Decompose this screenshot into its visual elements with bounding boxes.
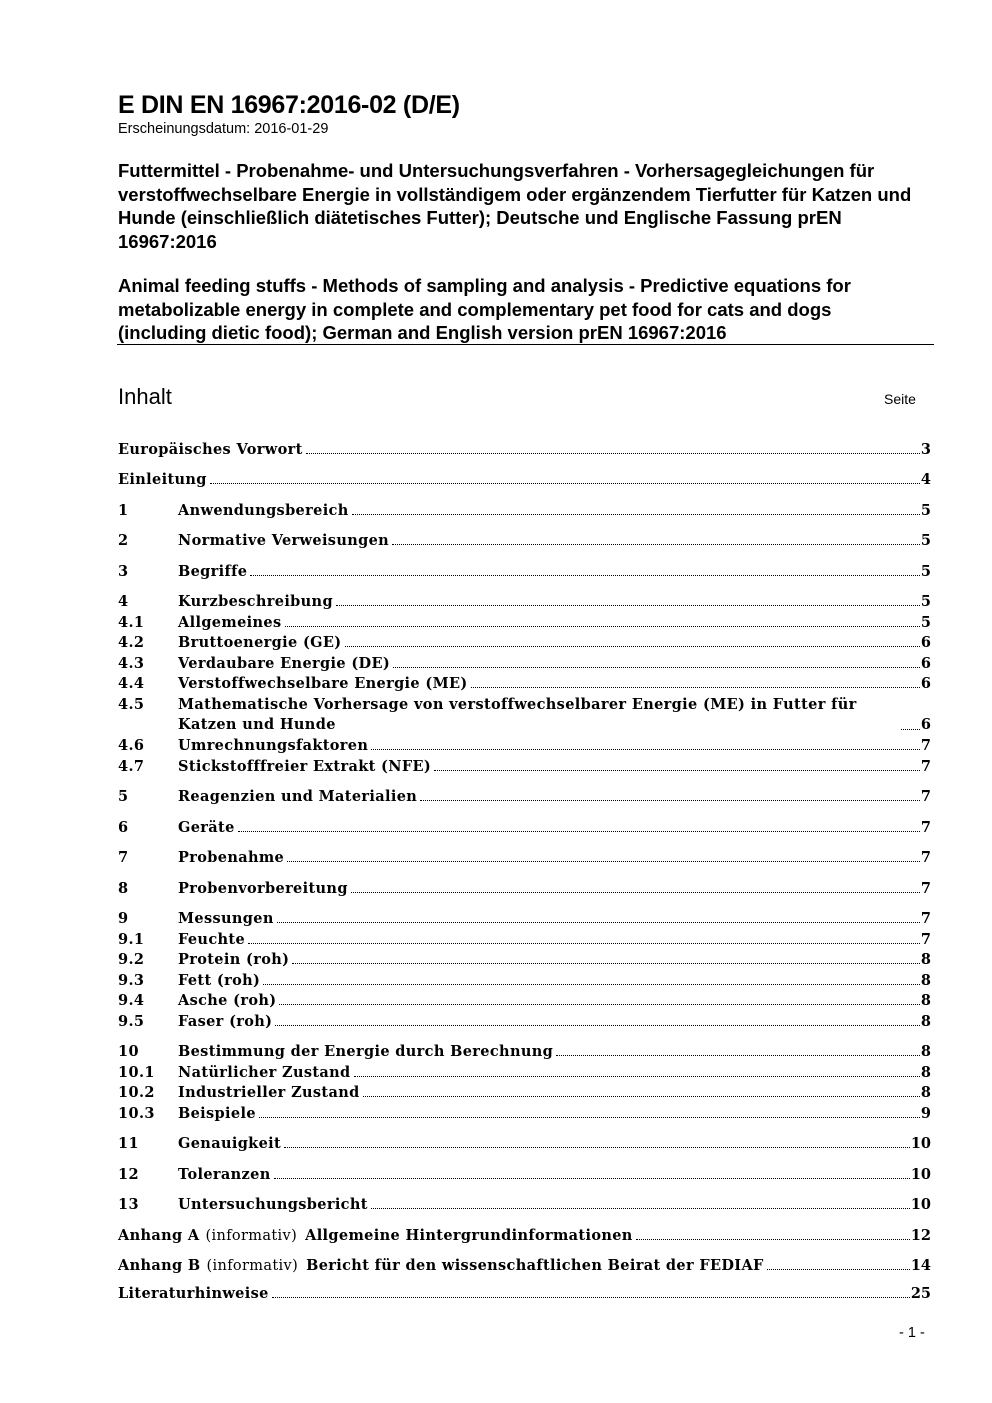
toc-entry-title: Kurzbeschreibung bbox=[178, 593, 333, 610]
toc-entry-title: Umrechnungsfaktoren bbox=[178, 737, 369, 754]
toc-annex-type: (informativ) bbox=[206, 1258, 299, 1274]
toc-entry[interactable] bbox=[118, 674, 931, 694]
toc-entry[interactable] bbox=[118, 1195, 931, 1215]
toc-page-column-label: Seite bbox=[884, 391, 916, 407]
toc-leader bbox=[345, 646, 920, 647]
toc-entry-title: Fett (roh) bbox=[178, 972, 261, 989]
toc-entry-page: 7 bbox=[920, 880, 931, 897]
toc-leader bbox=[556, 1055, 920, 1056]
toc-entry-title: Toleranzen bbox=[178, 1166, 271, 1183]
toc-leader bbox=[263, 984, 920, 985]
toc-entry[interactable] bbox=[118, 950, 931, 970]
toc-entry[interactable] bbox=[118, 879, 931, 899]
toc-entry-title: Reagenzien und Materialien bbox=[178, 788, 418, 805]
toc-entry-title: Industrieller Zustand bbox=[178, 1084, 360, 1101]
toc-entry[interactable] bbox=[118, 1134, 931, 1154]
toc-entry[interactable] bbox=[118, 592, 931, 612]
toc-leader bbox=[284, 1147, 910, 1148]
toc-entry-title: Literaturhinweise bbox=[118, 1285, 269, 1302]
toc-entry[interactable] bbox=[118, 562, 931, 582]
toc-entry[interactable] bbox=[118, 1012, 931, 1032]
toc-leader bbox=[420, 800, 920, 801]
toc-entry-number: 13 bbox=[118, 1196, 139, 1213]
toc-entry-page: 6 bbox=[920, 675, 931, 692]
toc-entry-foreword[interactable] bbox=[118, 440, 931, 460]
toc-entry[interactable] bbox=[118, 633, 931, 653]
toc-entry-title: Untersuchungsbericht bbox=[178, 1196, 368, 1213]
toc-entry-title: Anwendungsbereich bbox=[178, 502, 349, 519]
toc-entry-page: 8 bbox=[920, 1043, 931, 1060]
toc-entry-page: 5 bbox=[920, 614, 931, 631]
toc-leader bbox=[277, 922, 920, 923]
toc-entry-title: Allgemeines bbox=[178, 614, 282, 631]
toc-entry-title: Bestimmung der Energie durch Berechnung bbox=[178, 1043, 554, 1060]
toc-entry[interactable] bbox=[118, 1042, 931, 1062]
toc-entry-title: Beispiele bbox=[178, 1105, 256, 1122]
toc-entry-number: 9.2 bbox=[118, 951, 145, 968]
toc-entry-number: 4.4 bbox=[118, 675, 145, 692]
toc-entry-title: Bericht für den wissenschaftlichen Beirat der FEDIAF bbox=[306, 1257, 764, 1274]
toc-entry-page: 7 bbox=[920, 931, 931, 948]
toc-entry[interactable] bbox=[118, 1063, 931, 1083]
toc-entry-number: 4.2 bbox=[118, 634, 145, 651]
toc-entry-page: 8 bbox=[920, 1013, 931, 1030]
toc-entry-number: 4 bbox=[118, 593, 129, 610]
toc-leader bbox=[279, 1004, 919, 1005]
toc-entry-number: 10.1 bbox=[118, 1064, 155, 1081]
header-divider bbox=[117, 344, 934, 345]
toc-entry-number: 2 bbox=[118, 532, 129, 549]
toc-entry-page: 8 bbox=[920, 992, 931, 1009]
toc-entry-title: Begriffe bbox=[178, 563, 248, 580]
toc-entry-number: 4.5 bbox=[118, 696, 145, 713]
toc-entry-page: 10 bbox=[910, 1196, 931, 1213]
toc-entry[interactable] bbox=[118, 1104, 931, 1124]
toc-leader bbox=[471, 687, 920, 688]
toc-entry-title: Bruttoenergie (GE) bbox=[178, 634, 342, 651]
toc-entry-number: 4.1 bbox=[118, 614, 145, 631]
toc-leader bbox=[352, 514, 920, 515]
title-german: Futtermittel - Probenahme- und Untersuchungsverfahren - Vorhersagegleichungen für verstoffwechselbare Energie in vollständigem oder ergänzendem Tierfutter für Katzen und Hunde (einschließlich diätetisches Futter); Deutsche und Englische Fassung prEN 16967:2016 bbox=[118, 160, 912, 252]
toc-leader bbox=[351, 892, 920, 893]
toc-leader bbox=[371, 749, 920, 750]
toc-leader bbox=[306, 453, 920, 454]
toc-entry-number: 9 bbox=[118, 910, 129, 927]
toc-leader bbox=[238, 831, 920, 832]
toc-entry-number: 4.7 bbox=[118, 758, 145, 775]
toc-entry-page: 14 bbox=[910, 1257, 931, 1274]
toc-entry[interactable] bbox=[118, 971, 931, 991]
toc-entry-title: Einleitung bbox=[118, 471, 207, 488]
toc-entry-page: 8 bbox=[920, 1084, 931, 1101]
toc-entry-number: 9.4 bbox=[118, 992, 145, 1009]
toc-entry-title: Natürlicher Zustand bbox=[178, 1064, 351, 1081]
toc-leader bbox=[393, 667, 920, 668]
toc-entry[interactable] bbox=[118, 613, 931, 633]
toc-entry-number: 5 bbox=[118, 788, 129, 805]
page-number: - 1 - bbox=[899, 1325, 925, 1341]
toc-entry-page: 8 bbox=[920, 951, 931, 968]
toc-entry[interactable] bbox=[118, 736, 931, 756]
toc-entry-page: 7 bbox=[920, 819, 931, 836]
toc-entry-page: 5 bbox=[920, 593, 931, 610]
toc-leader bbox=[285, 626, 920, 627]
toc-entry-number: 12 bbox=[118, 1166, 139, 1183]
toc-entry-number: 11 bbox=[118, 1135, 139, 1152]
document-id: E DIN EN 16967:2016-02 (D/E) bbox=[118, 91, 460, 119]
toc-leader bbox=[248, 943, 920, 944]
toc-annex-label: Anhang B bbox=[118, 1257, 201, 1274]
toc-entry-annex-b[interactable] bbox=[118, 1256, 931, 1276]
toc-entry-number: 1 bbox=[118, 502, 129, 519]
toc-leader bbox=[274, 1178, 910, 1179]
toc-leader bbox=[259, 1117, 920, 1118]
toc-entry-page: 6 bbox=[920, 634, 931, 651]
toc-entry-annex-a[interactable] bbox=[118, 1226, 931, 1246]
toc-entry[interactable] bbox=[118, 930, 931, 950]
toc-entry-number: 4.6 bbox=[118, 737, 145, 754]
toc-entry-number: 8 bbox=[118, 880, 129, 897]
toc-entry-number: 7 bbox=[118, 849, 129, 866]
toc-entry-page: 5 bbox=[920, 563, 931, 580]
toc-entry-number: 10 bbox=[118, 1043, 139, 1060]
toc-entry-title: Protein (roh) bbox=[178, 951, 290, 968]
toc-leader bbox=[250, 575, 920, 576]
toc-leader bbox=[210, 483, 920, 484]
toc-entry-title: Genauigkeit bbox=[178, 1135, 282, 1152]
toc-entry-page: 6 bbox=[920, 716, 931, 733]
toc-entry-page: 7 bbox=[920, 849, 931, 866]
toc-entry-title: Probenvorbereitung bbox=[178, 880, 348, 897]
toc-entry-number: 10.3 bbox=[118, 1105, 155, 1122]
toc-entry-number: 6 bbox=[118, 819, 129, 836]
toc-leader bbox=[354, 1076, 920, 1077]
toc-entry-title: Allgemeine Hintergrundinformationen bbox=[305, 1227, 633, 1244]
toc-entry-number: 4.3 bbox=[118, 655, 145, 672]
toc-entry-page: 25 bbox=[910, 1285, 931, 1302]
toc-entry-number: 3 bbox=[118, 563, 129, 580]
toc-entry-page: 4 bbox=[920, 471, 931, 488]
toc-leader bbox=[901, 729, 920, 730]
toc-entry-title: Verdaubare Energie (DE) bbox=[178, 655, 391, 672]
toc-entry[interactable] bbox=[118, 654, 931, 674]
toc-entry[interactable] bbox=[118, 531, 931, 551]
toc-entry-page: 7 bbox=[920, 788, 931, 805]
toc-entry[interactable] bbox=[118, 1083, 931, 1103]
toc-entry-number: 9.5 bbox=[118, 1013, 145, 1030]
toc-leader bbox=[636, 1239, 910, 1240]
toc-entry[interactable] bbox=[118, 1165, 931, 1185]
toc-entry-page: 7 bbox=[920, 758, 931, 775]
toc-leader bbox=[292, 963, 920, 964]
toc-annex-label: Anhang A bbox=[118, 1227, 200, 1244]
toc-entry-title: Mathematische Vorhersage von verstoffwechselbarer Energie (ME) in Futter für Katzen und Hunde bbox=[178, 696, 857, 733]
toc-entry-page: 7 bbox=[920, 910, 931, 927]
toc-entry-page: 9 bbox=[920, 1105, 931, 1122]
toc-entry-number: 10.2 bbox=[118, 1084, 155, 1101]
toc-leader bbox=[363, 1096, 920, 1097]
toc-entry-page: 10 bbox=[910, 1166, 931, 1183]
toc-entry-page: 10 bbox=[910, 1135, 931, 1152]
toc-entry[interactable] bbox=[118, 787, 931, 807]
toc-entry-title: Asche (roh) bbox=[178, 992, 277, 1009]
toc-entry-title: Normative Verweisungen bbox=[178, 532, 390, 549]
toc-entry-page: 3 bbox=[920, 441, 931, 458]
toc-entry-page: 8 bbox=[920, 972, 931, 989]
toc-entry[interactable] bbox=[118, 695, 931, 735]
toc-leader bbox=[272, 1297, 910, 1298]
toc-heading: Inhalt bbox=[118, 384, 172, 409]
toc-entry[interactable] bbox=[118, 991, 931, 1011]
toc-entry-introduction[interactable] bbox=[118, 470, 931, 490]
toc-entry[interactable] bbox=[118, 501, 931, 521]
toc-entry-title: Verstoffwechselbare Energie (ME) bbox=[178, 675, 468, 692]
toc-leader bbox=[434, 770, 920, 771]
toc-entry-page: 7 bbox=[920, 737, 931, 754]
toc-entry-page: 5 bbox=[920, 532, 931, 549]
toc-leader bbox=[287, 861, 920, 862]
toc-entry-title: Stickstofffreier Extrakt (NFE) bbox=[178, 758, 432, 775]
toc-entry-page: 12 bbox=[910, 1227, 931, 1244]
toc-leader bbox=[767, 1269, 910, 1270]
toc-entry-title: Probenahme bbox=[178, 849, 285, 866]
toc-leader bbox=[371, 1208, 910, 1209]
toc-leader bbox=[336, 605, 920, 606]
toc-entry-title: Messungen bbox=[178, 910, 274, 927]
toc-entry[interactable] bbox=[118, 757, 931, 777]
toc-entry-page: 8 bbox=[920, 1064, 931, 1081]
title-english: Animal feeding stuffs - Methods of sampling and analysis - Predictive equations for metabolizable energy in complete and complementary pet food for cats and dogs (including dietic food); German and English version prEN 16967:2016 bbox=[118, 275, 851, 343]
toc-entry-page: 5 bbox=[920, 502, 931, 519]
toc-entry-title: Geräte bbox=[178, 819, 235, 836]
toc-entry-bibliography[interactable] bbox=[118, 1284, 931, 1304]
toc-leader bbox=[275, 1025, 920, 1026]
toc-entry[interactable] bbox=[118, 818, 931, 838]
toc-entry-number: 9.3 bbox=[118, 972, 145, 989]
toc-leader bbox=[392, 544, 920, 545]
toc-entry-title: Faser (roh) bbox=[178, 1013, 273, 1030]
publication-date: Erscheinungsdatum: 2016-01-29 bbox=[118, 121, 329, 137]
toc-entry[interactable] bbox=[118, 848, 931, 868]
toc-entry-page: 6 bbox=[920, 655, 931, 672]
toc-entry-title: Europäisches Vorwort bbox=[118, 441, 303, 458]
toc-entry-title: Feuchte bbox=[178, 931, 246, 948]
toc-entry[interactable] bbox=[118, 909, 931, 929]
toc-entry-number: 9.1 bbox=[118, 931, 145, 948]
toc-annex-type: (informativ) bbox=[205, 1228, 298, 1244]
